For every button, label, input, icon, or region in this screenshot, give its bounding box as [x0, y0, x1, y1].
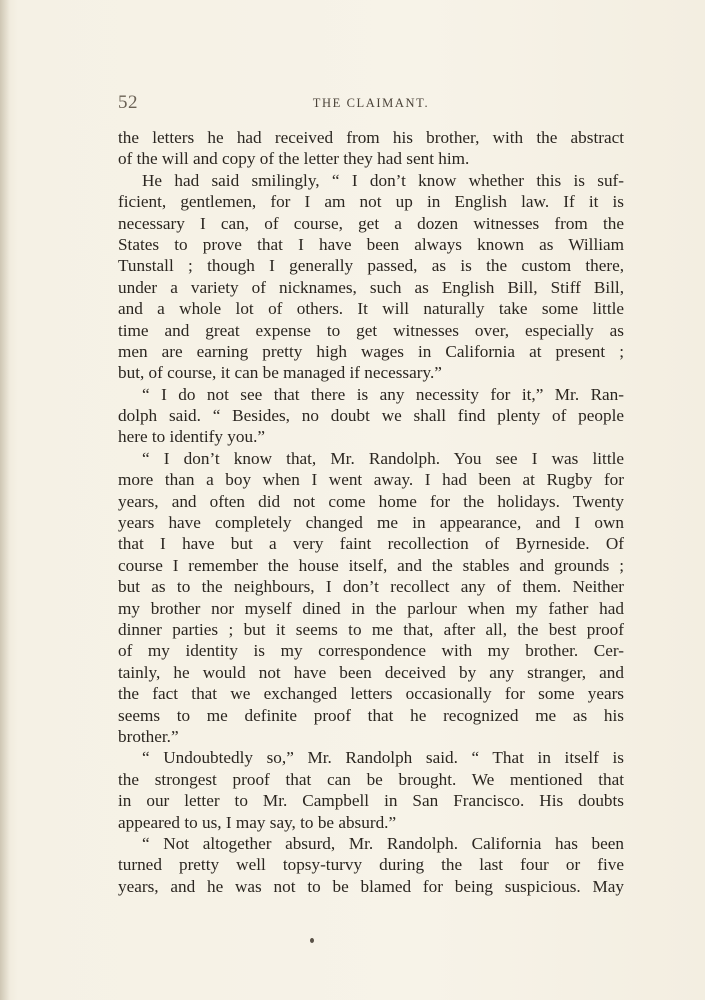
text-line: the strongest proof that can be brought. We mentioned that — [118, 769, 624, 789]
spine-shadow — [0, 0, 10, 1000]
text-line: dinner parties ; but it seems to me that, after all, the best proof — [118, 619, 624, 639]
text-line: course I remember the house itself, and the stables and grounds ; — [118, 555, 624, 575]
page-header — [118, 92, 624, 116]
text-line: “ Not altogether absurd, Mr. Randolph. California has been — [142, 833, 624, 853]
text-line: “ I do not see that there is any necessity for it,” Mr. Ran- — [142, 384, 624, 404]
text-line: brother.” — [118, 726, 179, 746]
text-line: “ I don’t know that, Mr. Randolph. You see I was little — [142, 448, 624, 468]
text-line: He had said smilingly, “ I don’t know whether this is suf- — [142, 170, 624, 190]
text-line: here to identify you.” — [118, 427, 266, 447]
text-line: appeared to us, I may say, to be absurd.” — [118, 812, 397, 832]
text-line: necessary I can, of course, get a dozen witnesses from the — [118, 213, 624, 233]
text-line: of my identity is my correspondence with my brother. Cer- — [118, 641, 624, 661]
text-line: more than a boy when I went away. I had been at Rugby for — [118, 470, 624, 490]
text-line: the letters he had received from his brother, with the abstract — [118, 128, 624, 147]
text-line: but as to the neighbours, I don’t recollect any of them. Neither — [118, 577, 624, 597]
text-line: seems to me definite proof that he recognized me as his — [118, 705, 624, 725]
text-line: dolph said. “ Besides, no doubt we shall find plenty of people — [118, 406, 624, 426]
running-title: THE CLAIMANT. — [312, 96, 430, 110]
text-line: time and great expense to get witnesses over, especially as — [118, 320, 624, 340]
text-line: men are earning pretty high wages in California at present ; — [118, 341, 624, 361]
text-line: ficient, gentlemen, for I am not up in English law. If it is — [118, 192, 624, 212]
text-line: of the will and copy of the letter they had sent him. — [118, 149, 470, 169]
text-line: “ Undoubtedly so,” Mr. Randolph said. “ That in itself is — [142, 748, 624, 768]
text-line: my brother nor myself dined in the parlour when my father had — [118, 598, 624, 618]
text-line: years, and often did not come home for the holidays. Twenty — [118, 491, 624, 511]
text-line: the fact that we exchanged letters occasionally for some years — [118, 684, 624, 704]
text-line: turned pretty well topsy-turvy during the last four or five — [118, 855, 624, 875]
page-number: 52 — [118, 92, 138, 113]
text-line: under a variety of nicknames, such as English Bill, Stiff Bill, — [118, 277, 624, 297]
text-line: years, and he was not to be blamed for being suspicious. May — [118, 876, 624, 896]
text-line: that I have but a very faint recollection of Byrneside. Of — [118, 534, 624, 554]
text-line: tainly, he would not have been deceived by any stranger, and — [118, 662, 624, 682]
text-line: States to prove that I have been always known as William — [118, 234, 624, 254]
ink-speck — [310, 938, 314, 943]
body-text — [118, 127, 624, 897]
text-line: but, of course, it can be managed if necessary.” — [118, 363, 442, 383]
text-line: in our letter to Mr. Campbell in San Francisco. His doubts — [118, 791, 624, 811]
text-line: years have completely changed me in appearance, and I own — [118, 513, 624, 533]
text-line: and a whole lot of others. It will naturally take some little — [118, 299, 624, 319]
text-line: Tunstall ; though I generally passed, as is the custom there, — [118, 256, 624, 276]
